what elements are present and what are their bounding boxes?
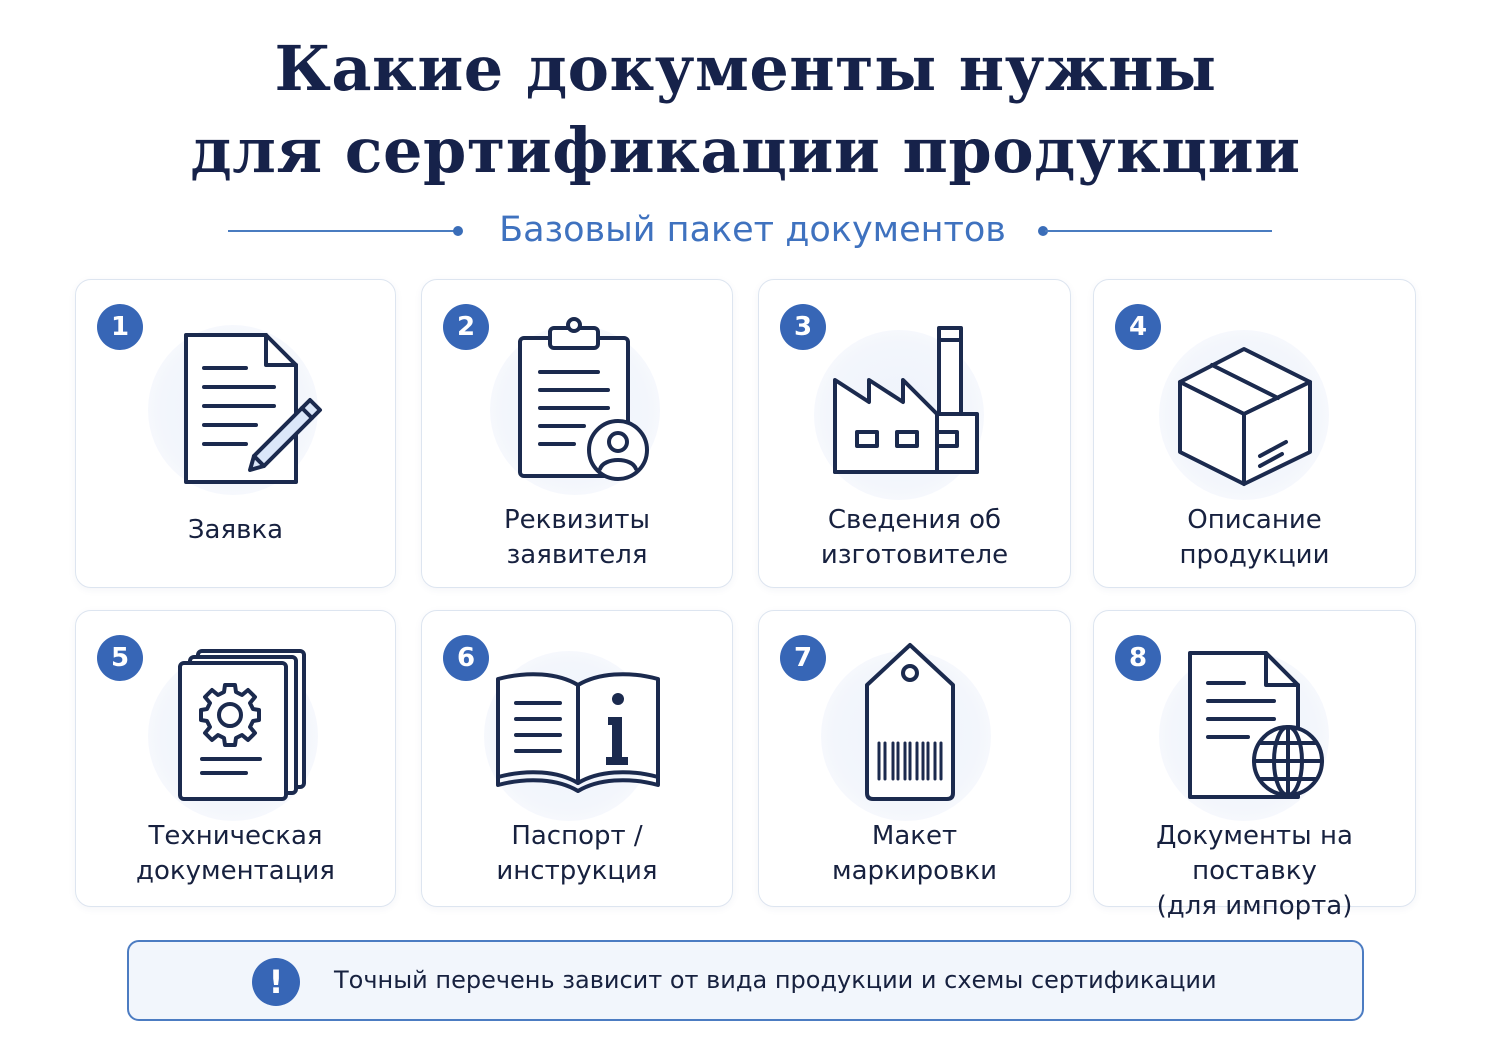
document-card-8 (1093, 610, 1416, 921)
document-label: Описание продукции (1179, 505, 1330, 570)
subtitle-right-rule (1045, 230, 1272, 232)
number-badge: 3 (780, 304, 826, 350)
document-card-4 (1093, 279, 1416, 588)
document-label: Техническая документация (136, 821, 335, 886)
title-line-1: Какие документы нужны (274, 32, 1217, 105)
factory-icon (829, 322, 989, 482)
number-badge: 4 (1115, 304, 1161, 350)
document-label: Заявка (187, 515, 284, 545)
document-label: Сведения об изготовителе (820, 505, 1009, 570)
subtitle: Базовый пакет документов (499, 210, 1006, 250)
document-card-2 (421, 279, 733, 588)
document-label: Макет маркировки (832, 821, 997, 886)
document-label: Документы на поставку (для импорта) (1156, 821, 1353, 921)
box-icon (1174, 344, 1314, 494)
number-badge: 2 (443, 304, 489, 350)
document-card-6 (421, 610, 733, 907)
number-badge: 8 (1115, 635, 1161, 681)
clipboard-person-icon (512, 316, 672, 486)
exclamation-icon: ! (252, 958, 300, 1006)
subtitle-left-dot (453, 226, 463, 236)
document-card-5 (75, 610, 396, 907)
document-card-7 (758, 610, 1071, 907)
document-globe-icon (1186, 649, 1336, 805)
title-line-2: для сертификации продукции (190, 114, 1301, 187)
number-badge: 6 (443, 635, 489, 681)
document-card-3 (758, 279, 1071, 588)
notice-banner (127, 940, 1364, 1021)
page-title (0, 28, 1491, 192)
document-label: Паспорт / инструкция (496, 821, 658, 886)
number-badge: 5 (97, 635, 143, 681)
notice-text: Точный перечень зависит от вида продукции и схемы сертификации (334, 966, 1217, 994)
tech-docs-gear-icon (176, 647, 316, 807)
document-label: Реквизиты заявителя (504, 505, 650, 570)
barcode-tag-icon (855, 641, 965, 805)
book-info-icon (494, 669, 662, 799)
subtitle-row (0, 205, 1491, 255)
application-pen-icon (174, 330, 334, 490)
document-card-1 (75, 279, 396, 588)
subtitle-left-rule (228, 230, 458, 232)
number-badge: 7 (780, 635, 826, 681)
number-badge: 1 (97, 304, 143, 350)
